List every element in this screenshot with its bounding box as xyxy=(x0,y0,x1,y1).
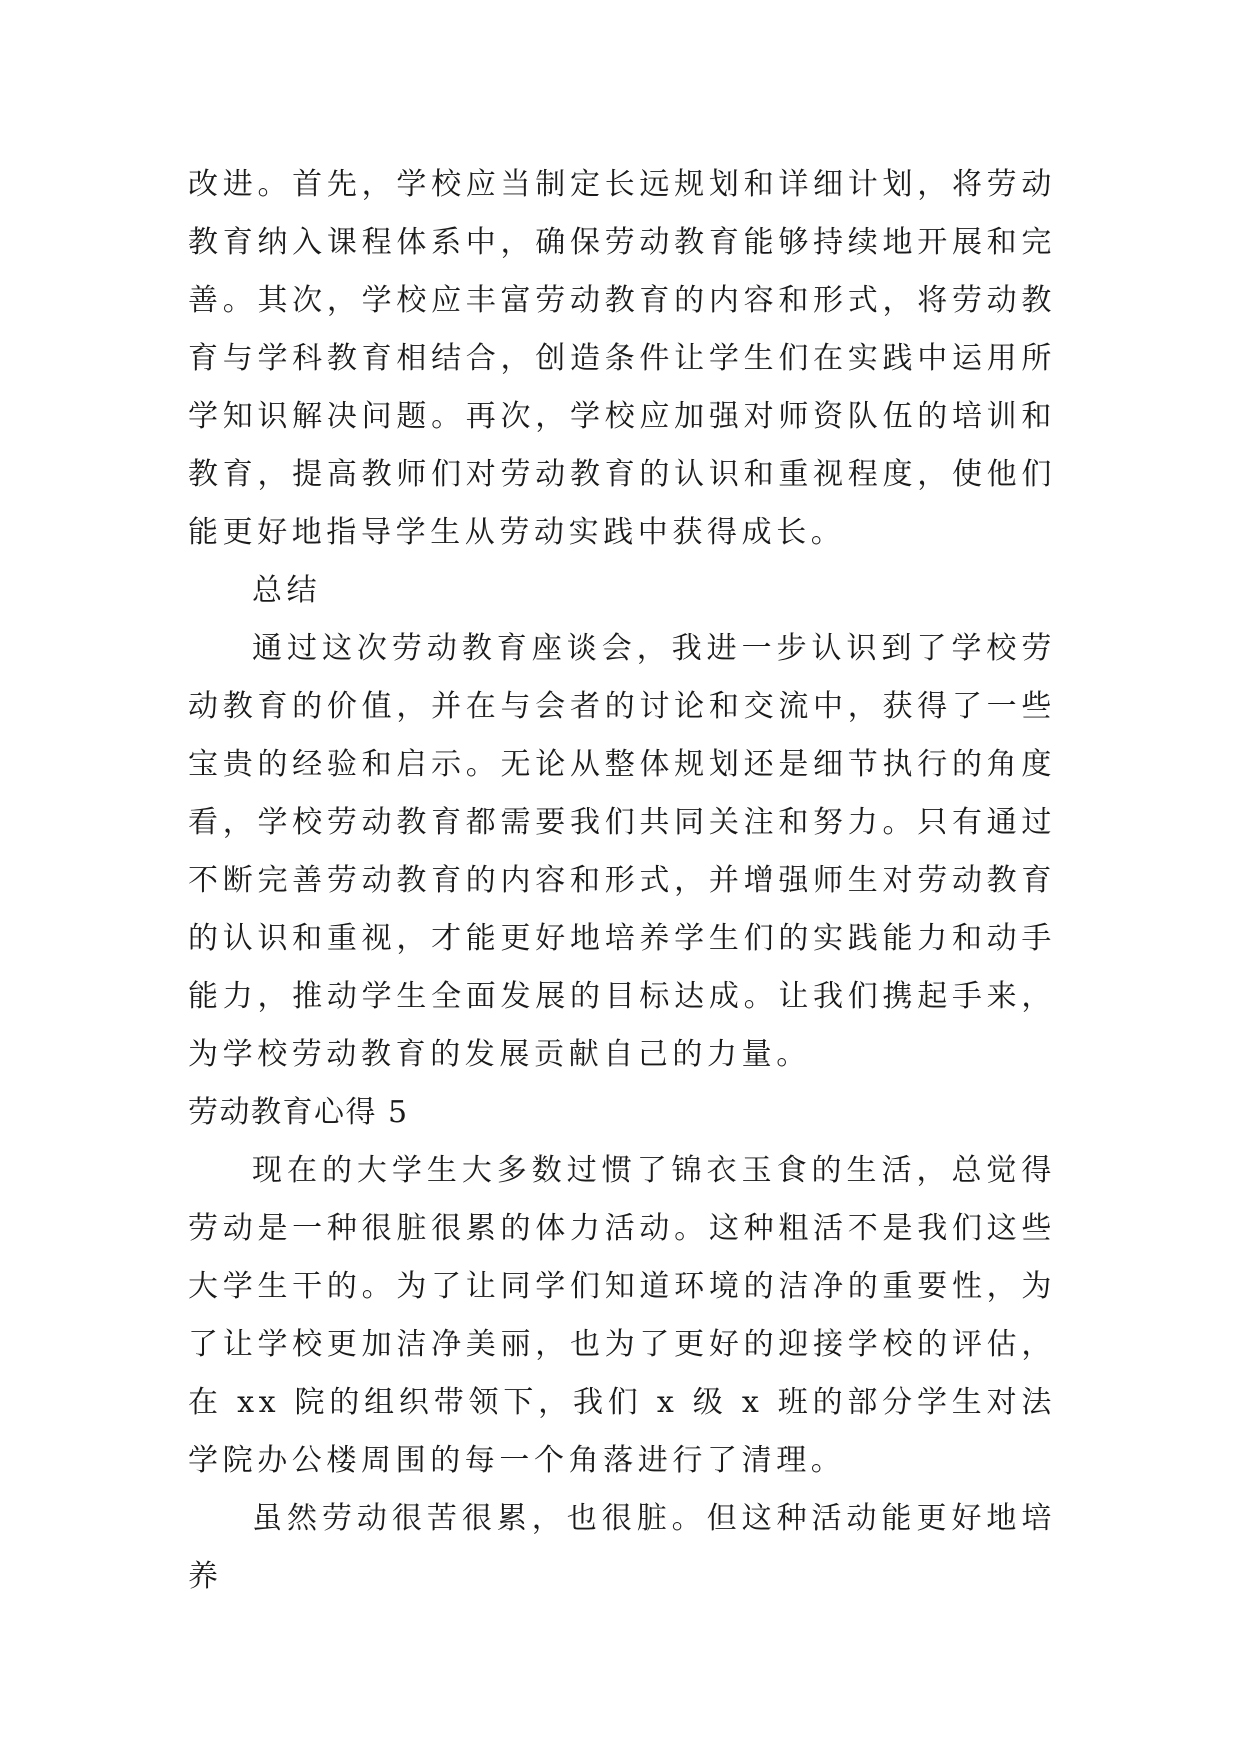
paragraph-labor-hardship: 虽然劳动很苦很累，也很脏。但这种活动能更好地培养 xyxy=(188,1501,1056,1594)
section-heading-labor-education-5: 劳动教育心得 5 xyxy=(188,1095,409,1130)
paragraph-improvement: 改进。首先，学校应当制定长远规划和详细计划，将劳动教育纳入课程体系中，确保劳动教育能够持续地开展和完善。其次，学校应丰富劳动教育的内容和形式，将劳动教育与学科教育相结合，创造条件让学生们在实践中运用所学知识解决问题。再次，学校应加强对师资队伍的培训和教育，提高教师们对劳动教育的认识和重视程度，使他们能更好地指导学生从劳动实践中获得成长。 xyxy=(188,167,1056,550)
paragraph-college-students: 现在的大学生大多数过惯了锦衣玉食的生活，总觉得劳动是一种很脏很累的体力活动。这种粗活不是我们这些大学生干的。为了让同学们知道环境的洁净的重要性，为了让学校更加洁净美丽，也为了更好的迎接学校的评估，在 xx 院的组织带领下，我们 x 级 x 班的部分学生对法学院办公楼周围的每一个角落进行了清理。 xyxy=(188,1153,1056,1478)
section-heading-summary: 总结 xyxy=(252,573,322,608)
paragraph-summary: 通过这次劳动教育座谈会，我进一步认识到了学校劳动教育的价值，并在与会者的讨论和交流中，获得了一些宝贵的经验和启示。无论从整体规划还是细节执行的角度看，学校劳动教育都需要我们共同关注和努力。只有通过不断完善劳动教育的内容和形式，并增强师生对劳动教育的认识和重视，才能更好地培养学生们的实践能力和动手能力，推动学生全面发展的目标达成。让我们携起手来，为学校劳动教育的发展贡献自己的力量。 xyxy=(188,631,1056,1072)
document-body xyxy=(188,156,1056,1606)
